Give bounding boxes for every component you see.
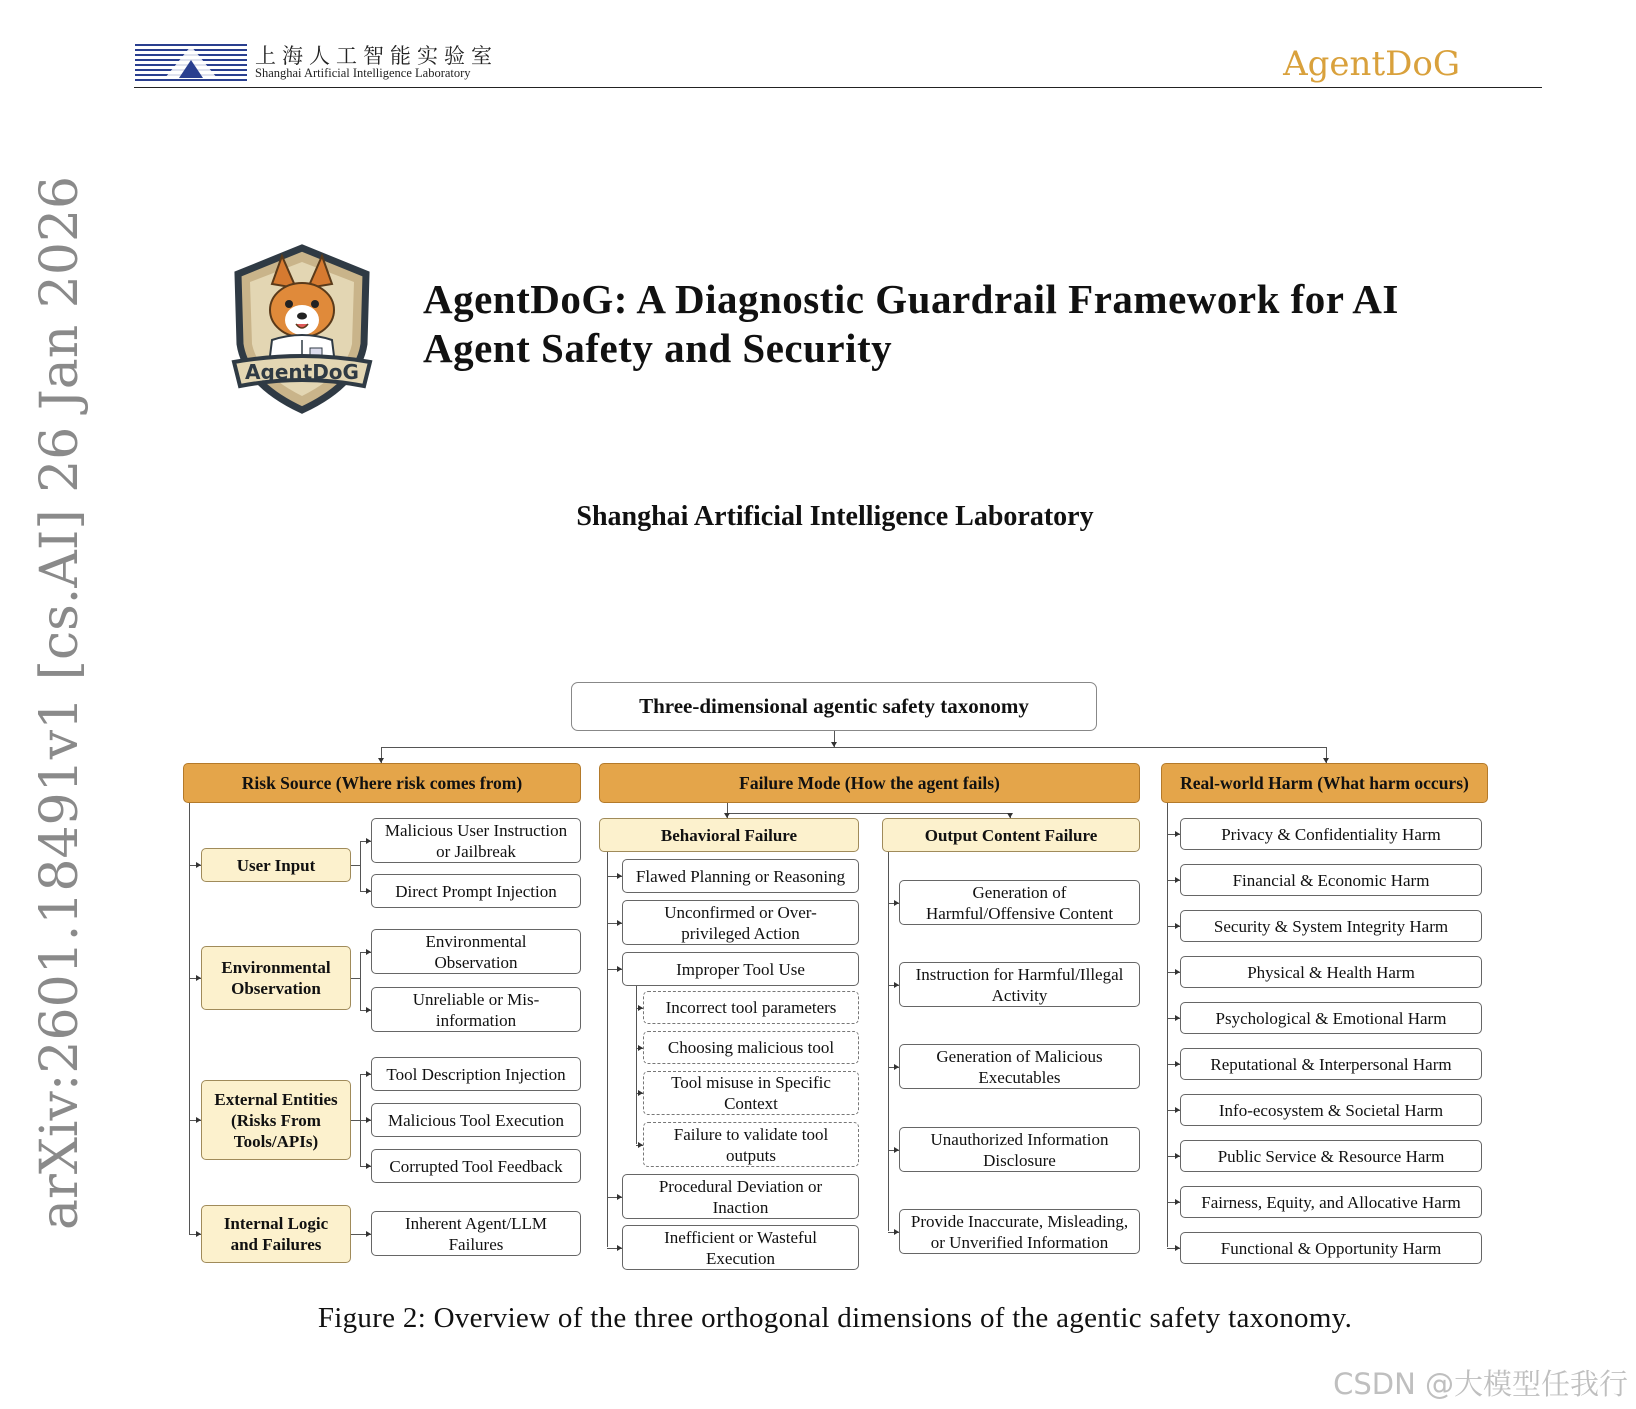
brand-name: AgentDoG bbox=[1283, 44, 1460, 84]
behavioral-failure-item bbox=[622, 1174, 859, 1219]
risk-category-line: (Risks From bbox=[231, 1110, 321, 1130]
risk-source-item-line: Malicious Tool Execution bbox=[387, 1110, 565, 1130]
taxonomy-root bbox=[571, 682, 1097, 731]
behavioral-failure-item bbox=[622, 1225, 859, 1270]
connector-line bbox=[727, 813, 1010, 814]
tool-use-subitem bbox=[643, 1122, 859, 1167]
risk-source-item bbox=[371, 1211, 581, 1256]
harm-item bbox=[1180, 956, 1482, 988]
behavioral-failure-item bbox=[622, 859, 859, 893]
output-content-failure-item bbox=[899, 1127, 1140, 1172]
agentdog-mascot-logo bbox=[226, 244, 378, 414]
harm-item bbox=[1180, 864, 1482, 896]
output-content-failure-item bbox=[899, 1209, 1140, 1254]
lab-name-chinese: 上海人工智能实验室 bbox=[255, 44, 498, 68]
dimension-failure-mode-line: Failure Mode (How the agent fails) bbox=[739, 772, 1000, 793]
harm-item-line: Functional & Opportunity Harm bbox=[1220, 1238, 1442, 1258]
risk-source-item-line: Tool Description Injection bbox=[386, 1064, 566, 1084]
harm-item-line: Fairness, Equity, and Allocative Harm bbox=[1201, 1192, 1461, 1212]
connector-line bbox=[888, 852, 889, 1231]
harm-item-line: Info-ecosystem & Societal Harm bbox=[1218, 1100, 1444, 1120]
behavioral-failure-item-line: Improper Tool Use bbox=[676, 959, 805, 979]
harm-item-line: Financial & Economic Harm bbox=[1232, 870, 1430, 890]
tool-use-subitem bbox=[643, 991, 859, 1024]
risk-category bbox=[201, 1205, 351, 1263]
output-content-failure-item-line: Harmful/Offensive Content bbox=[925, 903, 1114, 923]
risk-source-item bbox=[371, 818, 581, 863]
harm-item bbox=[1180, 1094, 1482, 1126]
harm-item bbox=[1180, 1186, 1482, 1218]
risk-category bbox=[201, 946, 351, 1010]
behavioral-failure-header bbox=[599, 818, 859, 852]
tool-use-subitem-line: outputs bbox=[725, 1145, 777, 1165]
header-rule bbox=[134, 87, 1542, 88]
lab-name-english: Shanghai Artificial Intelligence Laboratory bbox=[255, 66, 471, 80]
risk-source-item bbox=[371, 874, 581, 908]
risk-source-item bbox=[371, 1149, 581, 1183]
tool-use-subitem-line: Tool misuse in Specific bbox=[671, 1073, 831, 1092]
behavioral-failure-item-line: Inaction bbox=[712, 1197, 769, 1217]
connector-line bbox=[351, 1120, 360, 1121]
output-content-failure-item bbox=[899, 962, 1140, 1007]
connector-line bbox=[351, 978, 360, 979]
output-content-failure-item-line: Executables bbox=[978, 1067, 1061, 1087]
output-content-failure-item bbox=[899, 880, 1140, 925]
risk-category-line: User Input bbox=[236, 855, 316, 875]
harm-item-line: Physical & Health Harm bbox=[1247, 962, 1415, 982]
output-content-failure-header-line: Output Content Failure bbox=[924, 825, 1098, 845]
behavioral-failure-item-line: Flawed Planning or Reasoning bbox=[635, 866, 846, 886]
risk-source-item-line: Corrupted Tool Feedback bbox=[389, 1156, 563, 1176]
risk-source-item-line: or Jailbreak bbox=[436, 841, 516, 861]
risk-category-line: and Failures bbox=[230, 1235, 322, 1254]
connector-line bbox=[360, 952, 361, 1010]
risk-source-item-line: Failures bbox=[448, 1234, 504, 1254]
connector-line bbox=[189, 803, 190, 1234]
dimension-real-world-harm-line: Real-world Harm (What harm occurs) bbox=[1180, 772, 1469, 793]
risk-source-item-line: Malicious User Instruction bbox=[384, 820, 568, 840]
csdn-watermark: CSDN @大模型任我行 bbox=[1333, 1367, 1628, 1401]
output-content-failure-item-line: Unauthorized Information bbox=[930, 1129, 1109, 1149]
behavioral-failure-item-line: Execution bbox=[706, 1248, 775, 1268]
output-content-failure-item-line: Provide Inaccurate, Misleading, bbox=[910, 1211, 1129, 1231]
harm-item bbox=[1180, 818, 1482, 850]
risk-category-line: Internal Logic bbox=[223, 1214, 329, 1233]
arxiv-stamp: arXiv:2601.18491v1 [cs.AI] 26 Jan 2026 bbox=[30, 175, 90, 1230]
harm-item bbox=[1180, 1232, 1482, 1264]
risk-source-item-line: Observation bbox=[434, 952, 518, 972]
lab-logo-icon bbox=[135, 42, 247, 82]
connector-line bbox=[351, 1234, 360, 1235]
dimension-failure-mode bbox=[599, 763, 1140, 803]
risk-source-item-line: Environmental bbox=[425, 931, 527, 951]
risk-category-line: External Entities bbox=[214, 1089, 338, 1109]
harm-item bbox=[1180, 910, 1482, 942]
output-content-failure-item-line: Generation of Malicious bbox=[936, 1046, 1103, 1066]
behavioral-failure-item-line: privileged Action bbox=[681, 923, 800, 943]
behavioral-failure-item bbox=[622, 900, 859, 945]
risk-source-item bbox=[371, 987, 581, 1032]
risk-category-line: Observation bbox=[231, 979, 321, 998]
paper-affiliation: Shanghai Artificial Intelligence Laboratory bbox=[576, 501, 1094, 532]
dimension-risk-source-line: Risk Source (Where risk comes from) bbox=[241, 772, 523, 793]
risk-source-item-line: Unreliable or Mis- bbox=[412, 989, 540, 1009]
risk-category-line: Environmental bbox=[221, 958, 331, 977]
taxonomy-root-line: Three-dimensional agentic safety taxonomy bbox=[639, 694, 1029, 718]
harm-item-line: Security & System Integrity Harm bbox=[1213, 916, 1449, 936]
risk-source-item bbox=[371, 929, 581, 974]
harm-item-line: Reputational & Interpersonal Harm bbox=[1210, 1054, 1452, 1074]
behavioral-failure-item-line: Procedural Deviation or bbox=[658, 1176, 823, 1196]
output-content-failure-item bbox=[899, 1044, 1140, 1089]
harm-item-line: Psychological & Emotional Harm bbox=[1215, 1008, 1447, 1028]
dimension-risk-source bbox=[183, 763, 581, 803]
tool-use-subitem-line: Context bbox=[724, 1094, 778, 1113]
dimension-real-world-harm bbox=[1161, 763, 1488, 803]
risk-source-item-line: information bbox=[435, 1010, 517, 1030]
connector-line bbox=[636, 986, 637, 1144]
behavioral-failure-item bbox=[622, 952, 859, 986]
risk-source-item bbox=[371, 1057, 581, 1091]
paper-title-line-1: AgentDoG: A Diagnostic Guardrail Framework for AI bbox=[423, 276, 1399, 322]
connector-line bbox=[351, 865, 360, 866]
harm-item bbox=[1180, 1002, 1482, 1034]
tool-use-subitem-line: Failure to validate tool bbox=[673, 1124, 829, 1144]
output-content-failure-item-line: or Unverified Information bbox=[930, 1232, 1109, 1252]
connector-line bbox=[727, 803, 728, 813]
output-content-failure-item-line: Generation of bbox=[972, 882, 1067, 902]
connector-line bbox=[381, 747, 1326, 748]
risk-source-item-line: Inherent Agent/LLM bbox=[404, 1213, 548, 1233]
paper-title bbox=[423, 275, 1503, 373]
risk-source-item-line: Direct Prompt Injection bbox=[395, 881, 557, 901]
output-content-failure-header bbox=[882, 818, 1140, 852]
connector-line bbox=[607, 852, 608, 1247]
behavioral-failure-header-line: Behavioral Failure bbox=[660, 825, 798, 845]
tool-use-subitem-line: Incorrect tool parameters bbox=[665, 998, 837, 1017]
figure-caption: Figure 2: Overview of the three orthogonal dimensions of the agentic safety taxonomy. bbox=[317, 1302, 1353, 1334]
tool-use-subitem-line: Choosing malicious tool bbox=[667, 1038, 835, 1057]
harm-item-line: Privacy & Confidentiality Harm bbox=[1221, 824, 1441, 844]
risk-source-item bbox=[371, 1103, 581, 1137]
output-content-failure-item-line: Instruction for Harmful/Illegal bbox=[915, 964, 1124, 984]
harm-item bbox=[1180, 1140, 1482, 1172]
risk-category bbox=[201, 848, 351, 882]
risk-category-line: Tools/APIs) bbox=[233, 1131, 319, 1151]
behavioral-failure-item-line: Unconfirmed or Over- bbox=[664, 902, 817, 922]
tool-use-subitem bbox=[643, 1071, 859, 1115]
harm-item-line: Public Service & Resource Harm bbox=[1217, 1146, 1445, 1166]
tool-use-subitem bbox=[643, 1031, 859, 1064]
connector-line bbox=[360, 841, 361, 892]
behavioral-failure-item-line: Inefficient or Wasteful bbox=[664, 1227, 817, 1247]
mascot-banner-text: AgentDoG bbox=[245, 360, 359, 384]
output-content-failure-item-line: Disclosure bbox=[983, 1150, 1056, 1170]
paper-title-line-2: Agent Safety and Security bbox=[423, 325, 893, 371]
risk-category bbox=[201, 1080, 351, 1160]
output-content-failure-item-line: Activity bbox=[991, 985, 1048, 1005]
connector-line bbox=[1167, 803, 1168, 1247]
harm-item bbox=[1180, 1048, 1482, 1080]
